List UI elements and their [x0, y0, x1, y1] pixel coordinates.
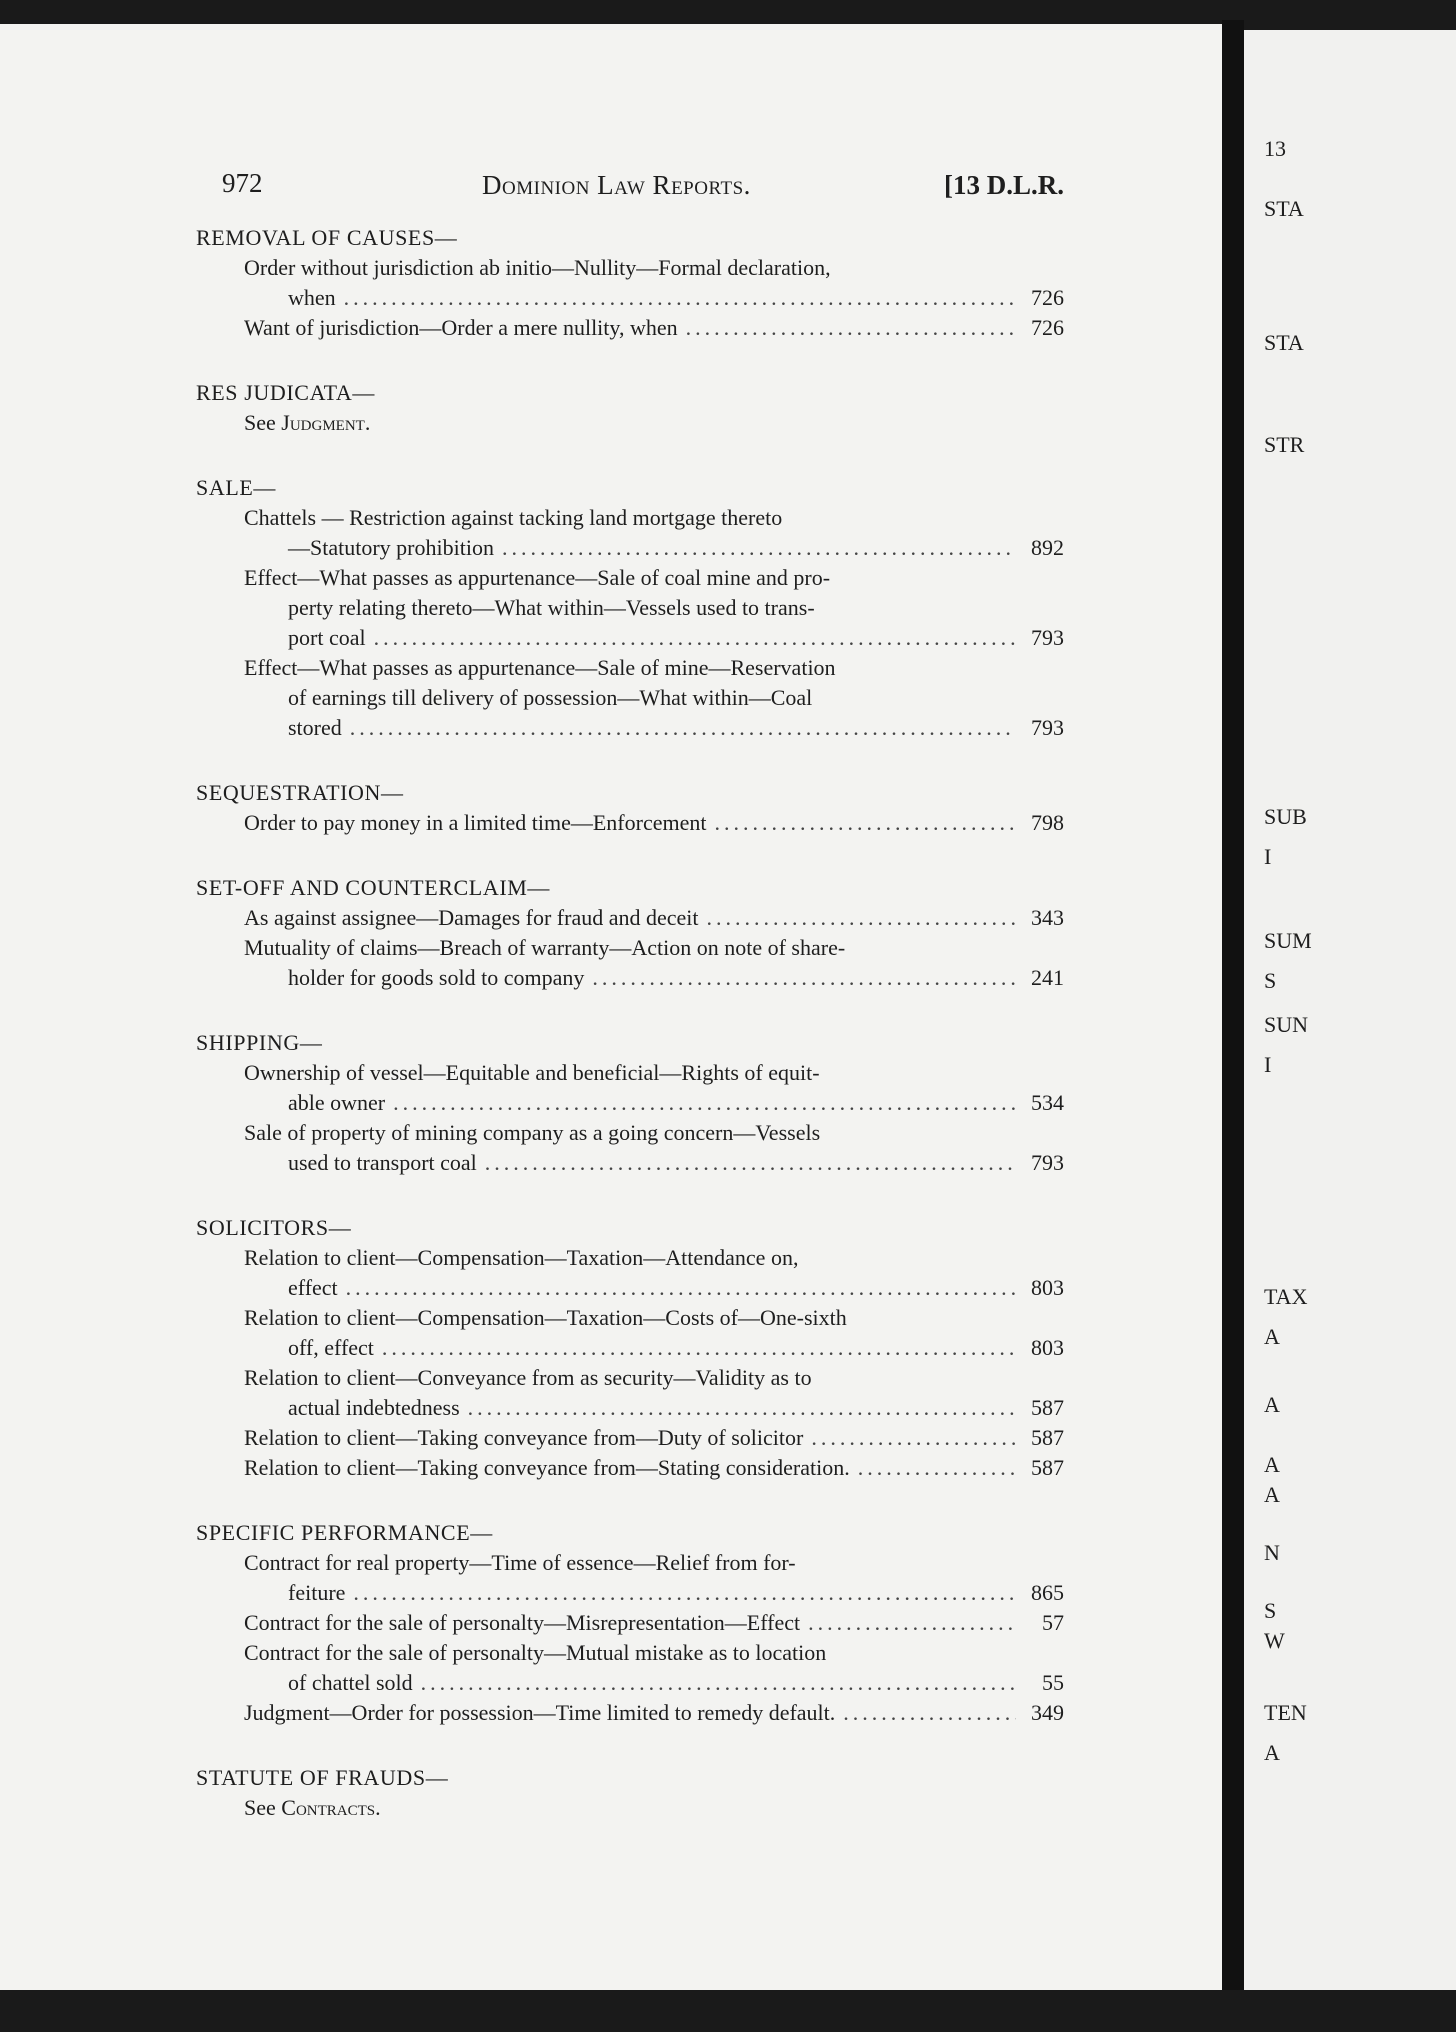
section-heading: SPECIFIC PERFORMANCE— [196, 1520, 493, 1545]
entry-line: Ownership of vessel—Equitable and beneficial—Rights of equit- [244, 1060, 820, 1085]
index-entry [196, 1548, 1064, 1608]
page-reference: 343 [1031, 905, 1064, 930]
page-reference: 726 [1031, 285, 1064, 310]
page-reference: 726 [1031, 315, 1064, 340]
dot-leader [686, 313, 1016, 343]
entry-line: Effect—What passes as appurtenance—Sale of coal mine and pro- [244, 565, 831, 590]
index-entry [196, 1423, 1064, 1453]
index-entry [196, 653, 1064, 743]
facing-page [1244, 30, 1456, 1994]
facing-page-fragment: STR [1264, 432, 1305, 457]
facing-page-fragment: S [1264, 1598, 1277, 1623]
facing-page-fragment: TEN [1264, 1700, 1307, 1725]
page-title: Dominion Law Reports. [482, 170, 751, 200]
entry-line: effect [288, 1275, 338, 1300]
dot-leader [393, 1088, 1016, 1118]
page-reference: 534 [1031, 1090, 1064, 1115]
entry-final-line [196, 1668, 1064, 1698]
facing-page-fragment: N [1264, 1540, 1280, 1565]
page-reference: 803 [1031, 1335, 1064, 1360]
dot-leader [707, 903, 1016, 933]
entry-final-line [196, 713, 1064, 743]
index-entry [196, 1698, 1064, 1728]
page-reference: 241 [1031, 965, 1064, 990]
dot-leader [485, 1148, 1016, 1178]
entry-line: when [288, 285, 336, 310]
entry-line: Relation to client—Conveyance from as security—Validity as to [244, 1365, 812, 1390]
dot-leader [811, 1423, 1016, 1453]
facing-page-fragment: W [1264, 1628, 1285, 1653]
dot-leader [468, 1393, 1016, 1423]
page-reference: 892 [1031, 535, 1064, 560]
index-entry [196, 933, 1064, 993]
facing-page-fragment: A [1264, 1452, 1280, 1477]
page-number: 972 [222, 168, 263, 198]
entry-line: Contract for the sale of personalty—Mutual mistake as to location [244, 1640, 827, 1665]
cross-reference [196, 1793, 1064, 1823]
index-section [196, 222, 1064, 343]
index-entry [196, 1058, 1064, 1118]
entry-line: holder for goods sold to company [288, 965, 585, 990]
dot-leader [421, 1668, 1016, 1698]
scan-bottom-edge [0, 1990, 1456, 2032]
index-entry [196, 1243, 1064, 1303]
facing-page-fragment: I [1264, 844, 1272, 869]
dot-leader [382, 1333, 1016, 1363]
index-entry [196, 313, 1064, 343]
section-heading: SET-OFF AND COUNTERCLAIM— [196, 875, 551, 900]
dot-leader [714, 808, 1016, 838]
entry-final-line [196, 1698, 1064, 1728]
entry-line: stored [288, 715, 342, 740]
facing-page-fragment: A [1264, 1740, 1280, 1765]
entry-final-line [196, 1453, 1064, 1483]
index-entry [196, 1638, 1064, 1698]
dot-leader [592, 963, 1016, 993]
page-reference: 349 [1031, 1700, 1064, 1725]
entry-final-line [196, 623, 1064, 653]
dot-leader [502, 533, 1016, 563]
index-entry [196, 1303, 1064, 1363]
entry-line: of earnings till delivery of possession—What within—Coal [288, 685, 813, 710]
dot-leader [350, 713, 1016, 743]
entry-final-line [196, 1333, 1064, 1363]
page-reference: 587 [1031, 1455, 1064, 1480]
dot-leader [374, 623, 1016, 653]
entry-final-line [196, 1578, 1064, 1608]
section-heading: SALE— [196, 475, 276, 500]
book-gutter [1222, 20, 1244, 2000]
entry-line: Mutuality of claims—Breach of warranty—Action on note of share- [244, 935, 846, 960]
index-section [196, 1212, 1064, 1483]
entry-final-line [196, 1088, 1064, 1118]
entry-final-line [196, 963, 1064, 993]
index-entry [196, 1118, 1064, 1178]
entry-final-line [196, 533, 1064, 563]
page-reference: 793 [1031, 1150, 1064, 1175]
entry-line: —Statutory prohibition [288, 535, 494, 560]
page-reference: 587 [1031, 1395, 1064, 1420]
facing-page-fragment: I [1264, 1052, 1272, 1077]
dot-leader [843, 1698, 1016, 1728]
facing-page-fragment: SUB [1264, 804, 1307, 829]
entry-line: As against assignee—Damages for fraud and deceit [244, 905, 699, 930]
index-section [196, 472, 1064, 743]
entry-line: Chattels — Restriction against tacking land mortgage thereto [244, 505, 783, 530]
page-reference: 793 [1031, 715, 1064, 740]
entry-line: Sale of property of mining company as a going concern—Vessels [244, 1120, 821, 1145]
entry-line: actual indebtedness [288, 1395, 460, 1420]
facing-page-fragment: 13 [1264, 136, 1286, 161]
section-heading: SOLICITORS— [196, 1215, 352, 1240]
dot-leader [344, 283, 1016, 313]
index-column [196, 222, 1064, 1857]
dot-leader [808, 1608, 1016, 1638]
entry-line: Effect—What passes as appurtenance—Sale of mine—Reservation [244, 655, 836, 680]
index-section [196, 1517, 1064, 1728]
entry-line: of chattel sold [288, 1670, 413, 1695]
index-entry [196, 1363, 1064, 1423]
entry-final-line [196, 313, 1064, 343]
entry-line: Judgment—Order for possession—Time limited to remedy default. [244, 1700, 836, 1725]
entry-line: Relation to client—Taking conveyance from—Duty of solicitor [244, 1425, 804, 1450]
page-reference: 55 [1042, 1670, 1064, 1695]
facing-page-fragment: STA [1264, 330, 1304, 355]
index-entry [196, 903, 1064, 933]
page-reference: 587 [1031, 1425, 1064, 1450]
entry-line: port coal [288, 625, 366, 650]
entry-final-line [196, 283, 1064, 313]
section-heading: STATUTE OF FRAUDS— [196, 1765, 449, 1790]
entry-line: Relation to client—Taking conveyance from—Stating consideration. [244, 1455, 850, 1480]
section-heading: REMOVAL OF CAUSES— [196, 225, 458, 250]
cross-reference-target: Judgment. [281, 410, 371, 435]
running-head [222, 168, 1064, 208]
dot-leader [353, 1578, 1016, 1608]
dot-leader [346, 1273, 1016, 1303]
index-section [196, 1762, 1064, 1823]
entry-final-line [196, 1393, 1064, 1423]
cross-reference-target: Contracts. [281, 1795, 381, 1820]
cross-reference [196, 408, 1064, 438]
section-heading: SEQUESTRATION— [196, 780, 404, 805]
entry-line: Relation to client—Compensation—Taxation—Attendance on, [244, 1245, 799, 1270]
entry-final-line [196, 808, 1064, 838]
index-entry [196, 1453, 1064, 1483]
page-reference: 57 [1042, 1610, 1064, 1635]
facing-page-fragment: A [1264, 1482, 1280, 1507]
facing-page-fragment: SUN [1264, 1012, 1309, 1037]
entry-line: Relation to client—Compensation—Taxation—Costs of—One-sixth [244, 1305, 847, 1330]
section-heading: RES JUDICATA— [196, 380, 375, 405]
facing-page-fragment: TAX [1264, 1284, 1308, 1309]
section-heading: SHIPPING— [196, 1030, 323, 1055]
entry-final-line [196, 1608, 1064, 1638]
cross-reference-prefix: See [244, 410, 276, 435]
index-section [196, 777, 1064, 838]
cross-reference-prefix: See [244, 1795, 276, 1820]
entry-line: Order to pay money in a limited time—Enforcement [244, 810, 707, 835]
facing-page-fragment: A [1264, 1392, 1280, 1417]
entry-line: used to transport coal [288, 1150, 477, 1175]
page-reference: 793 [1031, 625, 1064, 650]
index-entry [196, 253, 1064, 313]
entry-line: Want of jurisdiction—Order a mere nullity, when [244, 315, 678, 340]
entry-line: Order without jurisdiction ab initio—Nullity—Formal declaration, [244, 255, 831, 280]
index-entry [196, 808, 1064, 838]
index-entry [196, 503, 1064, 563]
dot-leader [858, 1453, 1016, 1483]
volume-reference: [13 D.L.R. [944, 170, 1064, 200]
entry-line: able owner [288, 1090, 386, 1115]
index-entry [196, 1608, 1064, 1638]
entry-line: perty relating thereto—What within—Vessels used to trans- [288, 595, 815, 620]
page-reference: 803 [1031, 1275, 1064, 1300]
page-reference: 798 [1031, 810, 1064, 835]
facing-page-fragment: A [1264, 1324, 1280, 1349]
entry-line: off, effect [288, 1335, 374, 1360]
entry-line: Contract for real property—Time of essence—Relief from for- [244, 1550, 796, 1575]
index-section [196, 1027, 1064, 1178]
index-section [196, 872, 1064, 993]
entry-final-line [196, 1423, 1064, 1453]
entry-line: Contract for the sale of personalty—Misrepresentation—Effect [244, 1610, 801, 1635]
entry-final-line [196, 1148, 1064, 1178]
entry-final-line [196, 903, 1064, 933]
facing-page-fragment: S [1264, 968, 1277, 993]
facing-page-fragment: STA [1264, 196, 1304, 221]
index-section [196, 377, 1064, 438]
entry-final-line [196, 1273, 1064, 1303]
index-entry [196, 563, 1064, 653]
facing-page-fragment: SUM [1264, 928, 1312, 953]
page-reference: 865 [1031, 1580, 1064, 1605]
entry-line: feiture [288, 1580, 346, 1605]
